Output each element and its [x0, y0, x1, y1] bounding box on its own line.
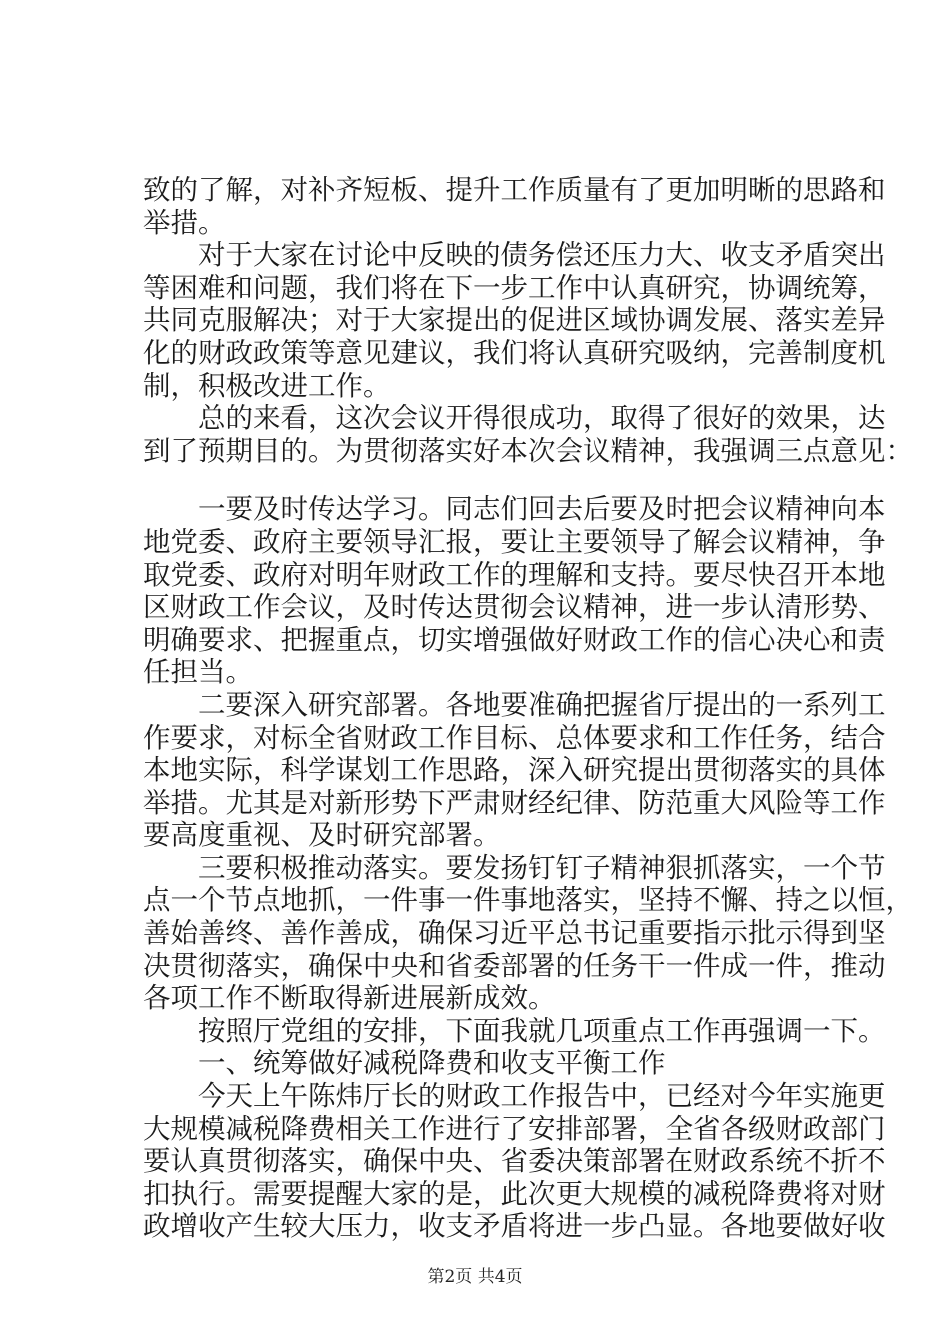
- page-footer: 第2页 共4页: [427, 1267, 523, 1287]
- text-line: 各项工作不断取得新进展新成效。: [143, 982, 556, 1015]
- text-line: 对于大家在讨论中反映的债务偿还压力大、收支矛盾突出: [143, 239, 886, 272]
- blank-line: [143, 467, 833, 493]
- text-line: 点一个节点地抓，一件事一件事地落实，坚持不懈、持之以恒，: [143, 884, 913, 917]
- text-line: 大规模减税降费相关工作进行了安排部署，全省各级财政部门: [143, 1112, 886, 1145]
- text-line: 作要求，对标全省财政工作目标、总体要求和工作任务，结合: [143, 721, 886, 754]
- text-line: 本地实际，科学谋划工作思路，深入研究提出贯彻落实的具体: [143, 754, 886, 787]
- text-line: 三要积极推动落实。要发扬钉钉子精神狠抓落实，一个节: [143, 851, 886, 884]
- text-line: 到了预期目的。为贯彻落实好本次会议精神，我强调三点意见：: [143, 434, 913, 467]
- text-line: 总的来看，这次会议开得很成功，取得了很好的效果，达: [143, 402, 886, 435]
- text-line: 任担当。: [143, 656, 253, 689]
- text-line: 取党委、政府对明年财政工作的理解和支持。要尽快召开本地: [143, 558, 886, 591]
- text-line: 明确要求、把握重点，切实增强做好财政工作的信心决心和责: [143, 623, 886, 656]
- text-line: 要认真贯彻落实，确保中央、省委决策部署在财政系统不折不: [143, 1145, 886, 1178]
- text-line: 决贯彻落实，确保中央和省委部署的任务干一件成一件，推动: [143, 949, 886, 982]
- text-line: 制，积极改进工作。: [143, 369, 391, 402]
- text-line: 等困难和问题，我们将在下一步工作中认真研究，协调统筹，: [143, 271, 886, 304]
- text-line: 共同克服解决；对于大家提出的促进区域协调发展、落实差异: [143, 304, 886, 337]
- text-line: 地党委、政府主要领导汇报，要让主要领导了解会议精神，争: [143, 525, 886, 558]
- text-line: 致的了解，对补齐短板、提升工作质量有了更加明晰的思路和: [143, 174, 886, 206]
- text-line: 区财政工作会议，及时传达贯彻会议精神，进一步认清形势、: [143, 591, 886, 624]
- section-heading: 一、统筹做好减税降费和收支平衡工作: [143, 1047, 666, 1080]
- text-line: 化的财政政策等意见建议，我们将认真研究吸纳，完善制度机: [143, 336, 886, 369]
- text-line: 扣执行。需要提醒大家的是，此次更大规模的减税降费将对财: [143, 1177, 886, 1210]
- document-body: [143, 174, 913, 1243]
- text-line: 举措。尤其是对新形势下严肃财经纪律、防范重大风险等工作: [143, 786, 886, 819]
- text-line: 一要及时传达学习。同志们回去后要及时把会议精神向本: [143, 493, 886, 526]
- text-line: 按照厅党组的安排，下面我就几项重点工作再强调一下。: [143, 1014, 886, 1047]
- text-line: 今天上午陈炜厅长的财政工作报告中，已经对今年实施更: [143, 1080, 886, 1113]
- text-line: 举措。: [143, 206, 226, 239]
- text-line: 要高度重视、及时研究部署。: [143, 819, 501, 852]
- text-line: 善始善终、善作善成，确保习近平总书记重要指示批示得到坚: [143, 917, 886, 950]
- text-line: 二要深入研究部署。各地要准确把握省厅提出的一系列工: [143, 688, 886, 721]
- text-line: 政增收产生较大压力，收支矛盾将进一步凸显。各地要做好收: [143, 1210, 886, 1243]
